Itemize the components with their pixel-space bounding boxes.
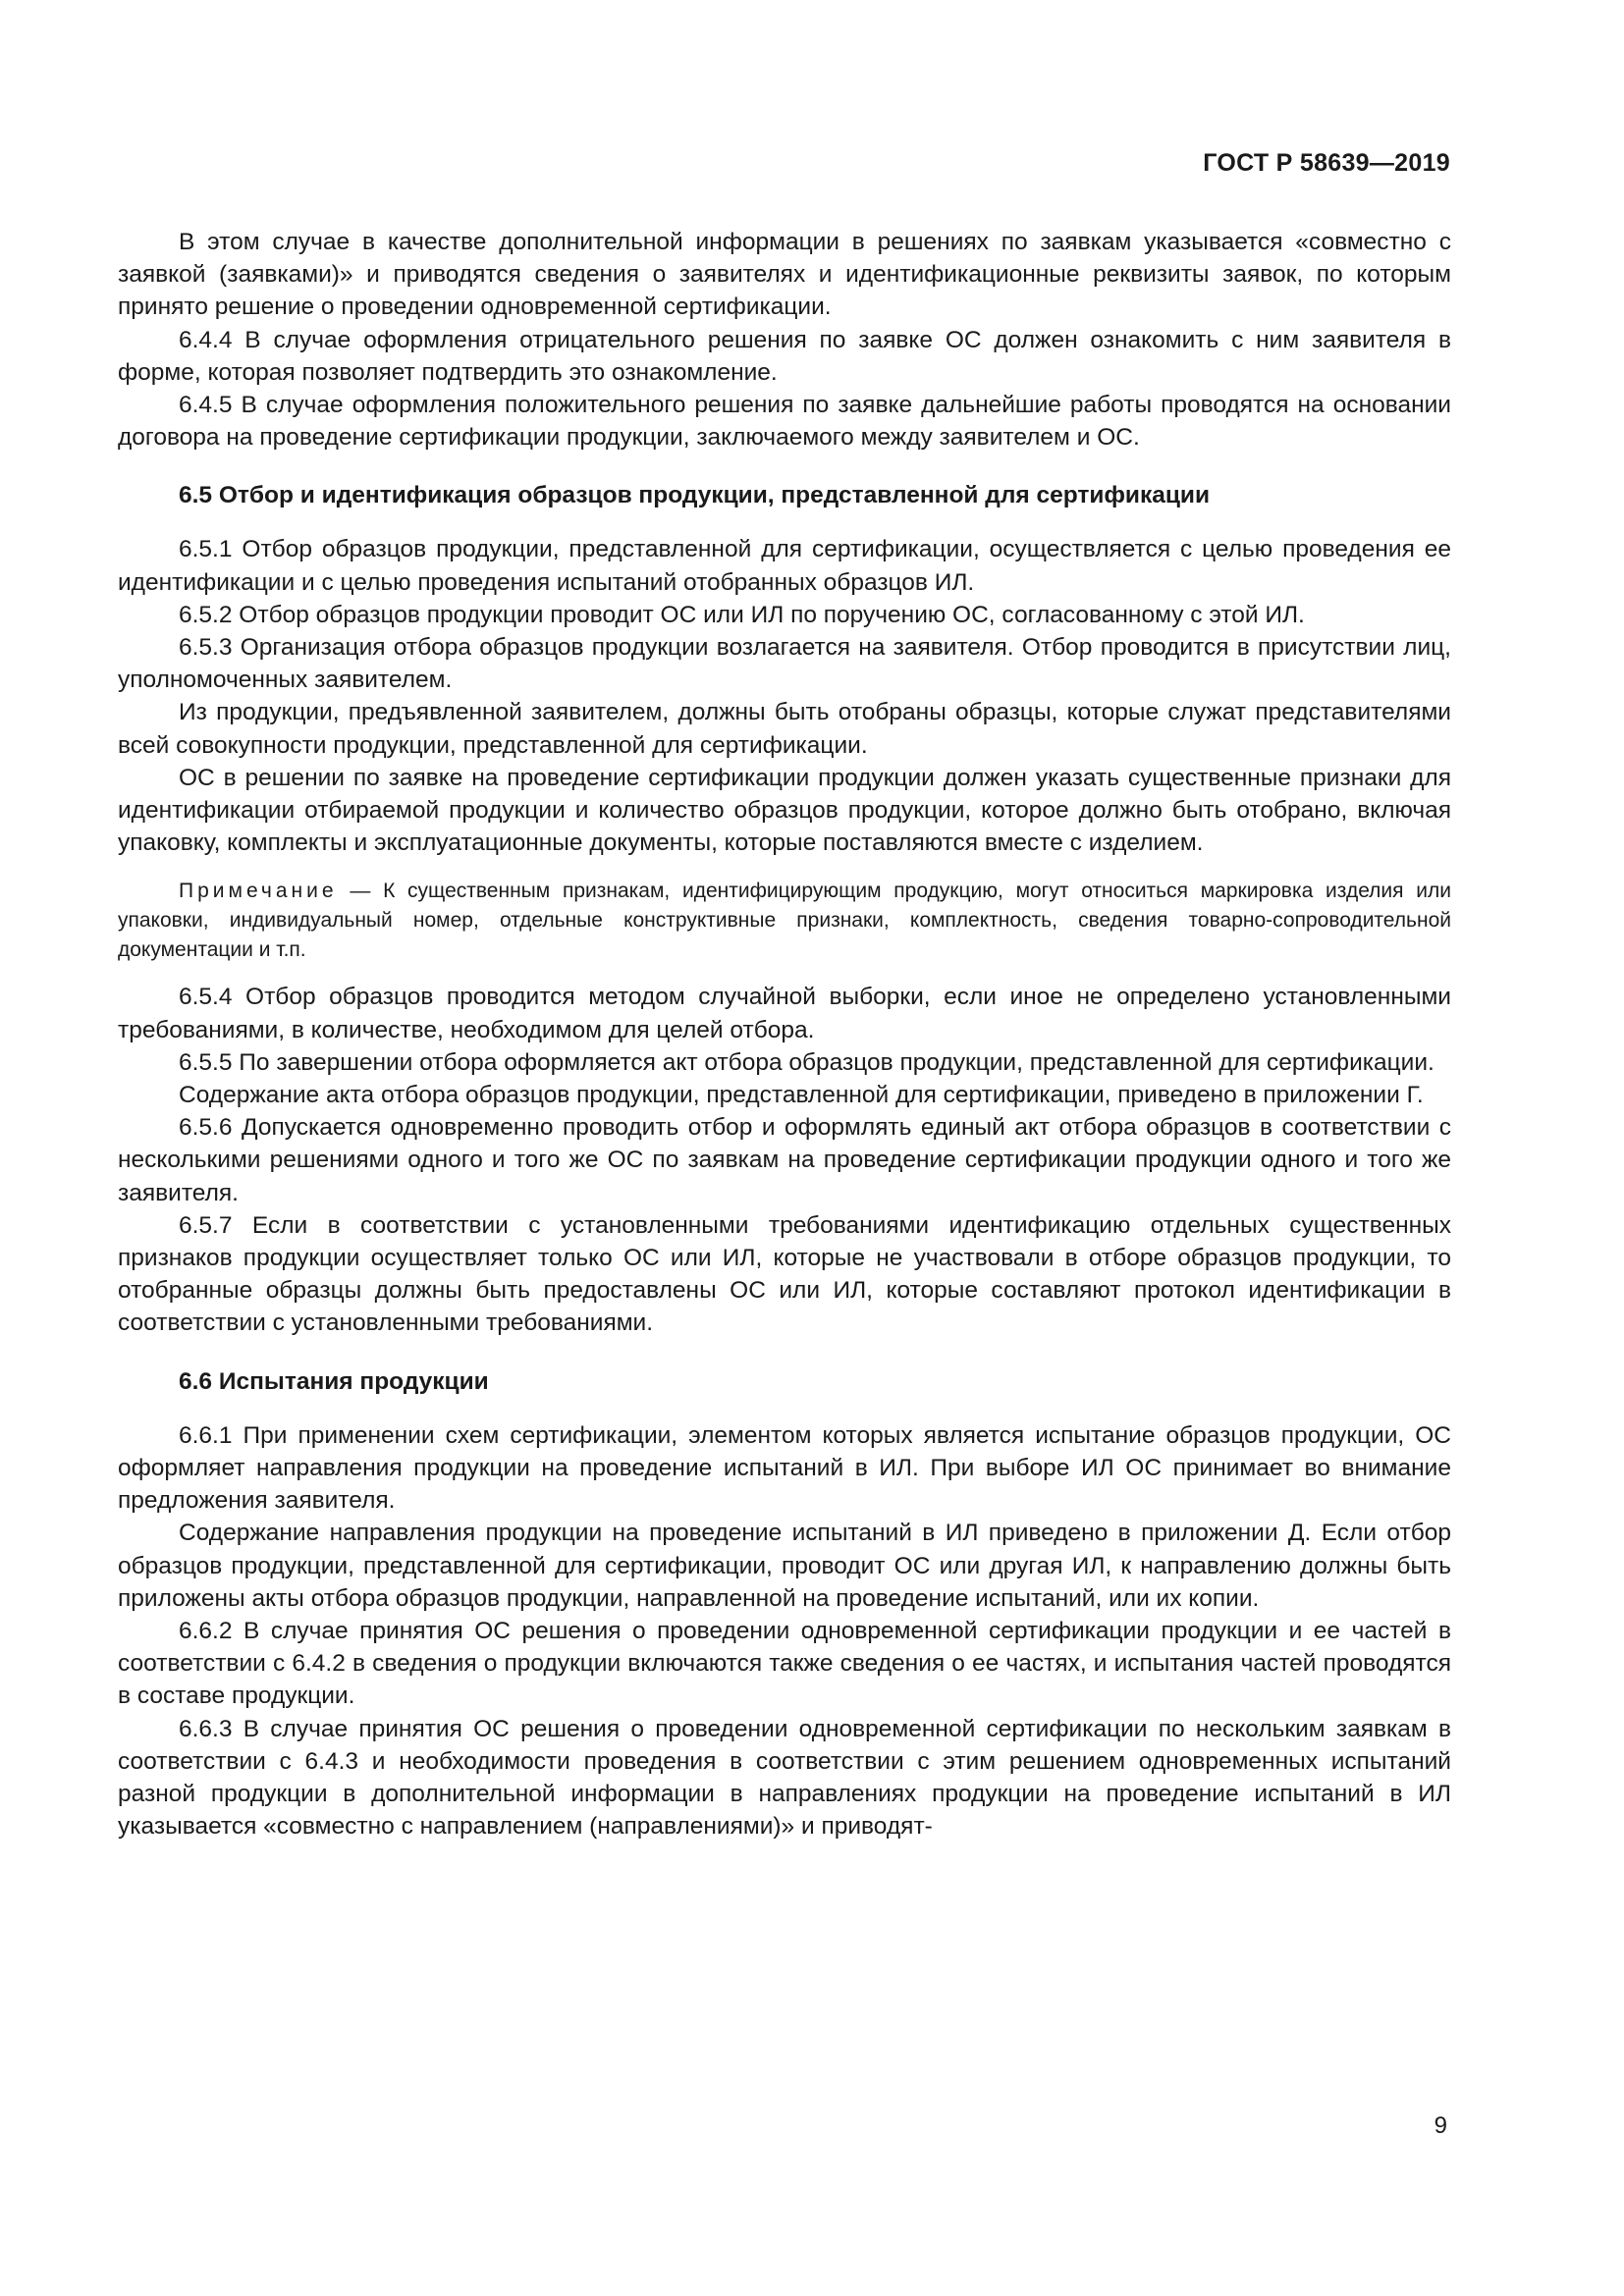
paragraph: Содержание направления продукции на проведение испытаний в ИЛ приведено в приложении Д. Если отбор образцов продукции, представленной для сертификации, проводит ОС или другая ИЛ, к направлению должны быть приложены акты отбора образцов продукции, направленной на проведение испытаний, или их копии.: [118, 1520, 1451, 1612]
note-label: Примечание: [179, 880, 338, 903]
paragraph: 6.5.7 Если в соответствии с установленными требованиями идентификацию отдельных существенных признаков продукции осуществляет только ОС или ИЛ, которые не участвовали в отборе образцов продукции, то отобранные образцы должны быть предоставлены ОС или ИЛ, которые составляют протокол идентификации в соответствии с установленными требованиями.: [118, 1211, 1451, 1337]
paragraph: 6.6.2 В случае принятия ОС решения о проведении одновременной сертификации продукции и ее частей в соответствии с 6.4.2 в сведения о продукции включаются также сведения о ее частях, и испытания частей проводятся в составе продукции.: [118, 1617, 1451, 1710]
document-body: [118, 226, 1451, 1842]
page-number: 9: [1434, 2112, 1447, 2139]
paragraph: 6.5.4 Отбор образцов проводится методом случайной выборки, если иное не определено установленными требованиями, в количестве, необходимом для целей отбора.: [118, 984, 1451, 1043]
paragraph: 6.5.2 Отбор образцов продукции проводит ОС или ИЛ по поручению ОС, согласованному с этой ИЛ.: [179, 601, 1305, 628]
paragraph: 6.6.3 В случае принятия ОС решения о проведении одновременной сертификации по нескольким заявкам в соответствии с 6.4.3 и необходимости проведения в соответствии с этим решением одновременных испытаний разной продукции в дополнительной информации в направлениях продукции на проведение испытаний в ИЛ указывается «совместно с направлением (направлениями)» и приводят-: [118, 1715, 1451, 1841]
paragraph: 6.4.4 В случае оформления отрицательного решения по заявке ОС должен ознакомить с ним заявителя в форме, которая позволяет подтвердить это ознакомление.: [118, 326, 1451, 386]
paragraph: Из продукции, предъявленной заявителем, должны быть отобраны образцы, которые служат представителями всей совокупности продукции, представленной для сертификации.: [118, 699, 1451, 759]
paragraph: 6.4.5 В случае оформления положительного решения по заявке дальнейшие работы проводятся на основании договора на проведение сертификации продукции, заключаемого между заявителем и ОС.: [118, 392, 1451, 452]
paragraph: 6.5.6 Допускается одновременно проводить отбор и оформлять единый акт отбора образцов в соответствии с несколькими решениями одного и того же ОС по заявкам на проведение сертификации продукции одного и того же заявителя.: [118, 1114, 1451, 1206]
note: [118, 877, 1451, 965]
note-text: — К существенным признакам, идентифицирующим продукцию, могут относиться маркировка изделия или упаковки, индивидуальный номер, отдельные конструктивные признаки, комплектность, сведения товарно-сопроводительной документации и т.п.: [118, 880, 1451, 962]
paragraph: 6.5.3 Организация отбора образцов продукции возлагается на заявителя. Отбор проводится в присутствии лиц, уполномоченных заявителем.: [118, 634, 1451, 694]
section-heading: 6.6 Испытания продукции: [179, 1367, 489, 1395]
paragraph: 6.6.1 При применении схем сертификации, элементом которых является испытание образцов продукции, ОС оформляет направления продукции на проведение испытаний в ИЛ. При выборе ИЛ ОС принимает во внимание предложения заявителя.: [118, 1421, 1451, 1515]
document-header: ГОСТ Р 58639—2019: [1203, 149, 1450, 177]
paragraph: Содержание акта отбора образцов продукции, представленной для сертификации, приведено в приложении Г.: [179, 1082, 1424, 1109]
paragraph: 6.5.1 Отбор образцов продукции, представленной для сертификации, осуществляется с целью проведения ее идентификации и с целью проведения испытаний отобранных образцов ИЛ.: [118, 536, 1451, 596]
paragraph: В этом случае в качестве дополнительной информации в решениях по заявкам указывается «совместно с заявкой (заявками)» и приводятся сведения о заявителях и идентификационные реквизиты заявок, по которым принято решение о проведении одновременной сертификации.: [118, 229, 1451, 321]
paragraph: ОС в решении по заявке на проведение сертификации продукции должен указать существенные признаки для идентификации отбираемой продукции и количество образцов продукции, которое должно быть отобрано, включая упаковку, комплекты и эксплуатационные документы, которые поставляются вместе с изделием.: [118, 764, 1451, 857]
paragraph: 6.5.5 По завершении отбора оформляется акт отбора образцов продукции, представленной для сертификации.: [179, 1048, 1435, 1076]
section-heading: 6.5 Отбор и идентификация образцов продукции, представленной для сертификации: [179, 482, 1211, 509]
